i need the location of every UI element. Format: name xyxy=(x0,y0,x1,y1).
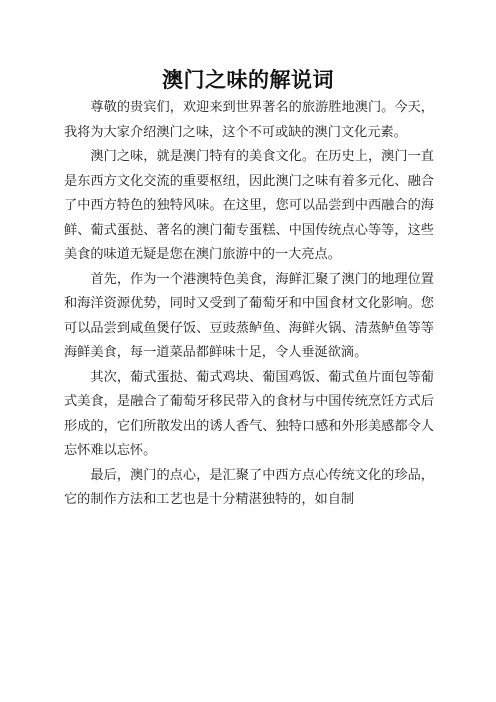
paragraph-portuguese-food: 其次，葡式蛋挞、葡式鸡块、葡国鸡饭、葡式鱼片面包等葡式美食，是融合了葡萄牙移民带入的食材与中国传统烹饪方式后形成的，它们所散发出的诱人香气、独特口感和外形美感都令人忘怀难以忘怀。 xyxy=(64,369,434,458)
paragraph-overview: 澳门之味，就是澳门特有的美食文化。在历史上，澳门一直是东西方文化交流的重要枢纽，因此澳门之味有着多元化、融合了中西方特色的独特风味。在这里，您可以品尝到中西融合的海鲜、葡式蛋挞、著名的澳门葡专蛋糕、中国传统点心等等，这些美食的味道无疑是您在澳门旅游中的一大亮点。 xyxy=(64,149,434,262)
paragraph-intro: 尊敬的贵宾们，欢迎来到世界著名的旅游胜地澳门。今天，我将为大家介绍澳门之味，这个不可或缺的澳门文化元素。 xyxy=(64,100,434,140)
document-body xyxy=(64,96,434,513)
paragraph-dim-sum: 最后，澳门的点心，是汇聚了中西方点心传统文化的珍品，它的制作方法和工艺也是十分精湛独特的，如自制 xyxy=(64,467,434,507)
paragraph-seafood: 首先，作为一个港澳特色美食，海鲜汇聚了澳门的地理位置和海洋资源优势，同时又受到了葡萄牙和中国食材文化影响。您可以品尝到咸鱼煲仔饭、豆豉蒸鲈鱼、海鲜火锅、清蒸鲈鱼等等海鲜美食，每一道菜品都鲜味十足，令人垂涎欲滴。 xyxy=(64,271,434,360)
document-title: 澳门之味的解说词 xyxy=(162,67,334,92)
